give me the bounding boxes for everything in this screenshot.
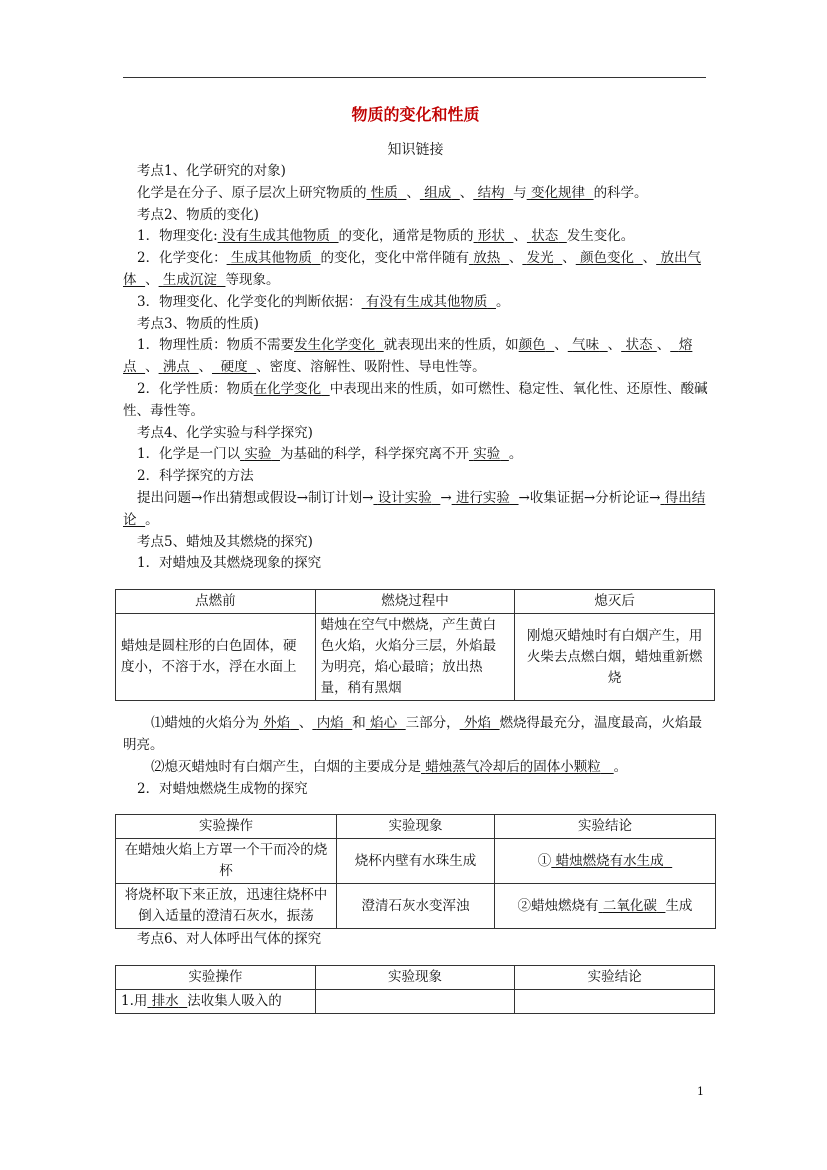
document-page: [123, 100, 708, 1014]
table-cell: 澄清石灰水变浑浊: [337, 884, 495, 929]
table-row: [116, 839, 716, 884]
k1-heading: 考点1、化学研究的对象): [137, 163, 286, 179]
table-header-row: [116, 966, 715, 990]
table-cell: 刚熄灭蜡烛时有白烟产生，用火柴去点燃白烟，蜡烛重新燃烧: [515, 614, 715, 701]
table-row: [116, 884, 716, 929]
k4-line1: 1．化学是一门以 实验 为基础的科学，科学探究离不开 实验 。: [137, 446, 523, 463]
breath-table: [115, 965, 715, 1014]
table-cell: 烧杯内壁有水珠生成: [337, 839, 495, 884]
page-title: 物质的变化和性质: [351, 105, 480, 124]
table-header-cell: 实验操作: [116, 815, 337, 839]
k4-heading: 考点4、化学实验与科学探究): [137, 424, 313, 441]
table-cell: [315, 990, 515, 1014]
table-header-cell: 实验操作: [116, 966, 316, 990]
k2-line1: 1．物理变化: 没有生成其他物质 的变化，通常是物质的 形状 、 状态 发生变化。: [137, 228, 635, 245]
section-subtitle: 知识链接: [387, 142, 444, 158]
k4-line2: 2．科学探究的方法: [137, 468, 254, 485]
table-cell: ②蜡烛燃烧有 二氧化碳 生成: [495, 884, 716, 929]
k5-line2: 2．对蜡烛燃烧生成物的探究: [137, 780, 308, 797]
table-header-row: [116, 590, 715, 614]
k5-smoke-text: ⑵熄灭蜡烛时有白烟产生，白烟的主要成分是 蜡烛蒸气冷却后的固体小颗粒 。: [151, 758, 628, 775]
table-cell: 将烧杯取下来正放，迅速往烧杯中倒入适量的澄清石灰水，振荡: [116, 884, 337, 929]
table-cell: 在蜡烛火焰上方罩一个干而冷的烧杯: [116, 839, 337, 884]
table-header-row: [116, 815, 716, 839]
table-cell: [515, 990, 715, 1014]
combustion-products-table: [115, 814, 716, 929]
table-cell: 蜡烛在空气中燃烧，产生黄白色火焰，火焰分三层，外焰最为明亮，焰心最暗；放出热量，稍有黑烟: [315, 614, 515, 701]
table-header-cell: 熄灭后: [515, 590, 715, 614]
k2-line2: 2．化学变化： 生成其他物质 的变化，变化中常伴随有 放热 、 发光 、 颜色变化 、 放出气体 、 生成沉淀 等现象。: [123, 250, 701, 288]
table-header-cell: 燃烧过程中: [315, 590, 515, 614]
table-row: [116, 614, 715, 701]
k5-flame-text: ⑴蜡烛的火焰分为 外焰 、 内焰 和 焰心 三部分， 外焰 燃烧得最充分，温度最高，火焰最明亮。: [123, 715, 703, 753]
table-cell: 蜡烛是圆柱形的白色固体，硬度小，不溶于水，浮在水面上: [116, 614, 316, 701]
table-header-cell: 实验结论: [495, 815, 716, 839]
k1-text: 化学是在分子、原子层次上研究物质的 性质 、 组成 、 结构 与 变化规律 的科学。: [137, 184, 648, 201]
header-rule: [123, 77, 706, 78]
table-cell: 1.用 排水 法收集人吸入的: [116, 990, 316, 1014]
k5-line1: 1．对蜡烛及其燃烧现象的探究: [137, 555, 322, 572]
candle-observation-table: [115, 589, 715, 701]
k6-heading: 考点6、对人体呼出气体的探究: [137, 931, 322, 948]
table-cell: ① 蜡烛燃烧有水生成: [495, 839, 716, 884]
k3-heading: 考点3、物质的性质): [137, 315, 259, 332]
k3-line2: 2．化学性质：物质在化学变化 中表现出来的性质，如可燃性、稳定性、氧化性、还原性、酸碱性、毒性等。: [123, 380, 708, 419]
page-number: 1: [697, 1085, 704, 1098]
k3-line1: 1．物理性质：物质不需要发生化学变化 就表现出来的性质，如颜色 、 气味 、 状态 、 熔点 、 沸点 、 硬度 、密度、溶解性、吸附性、导电性等。: [123, 337, 693, 376]
table-header-cell: 实验现象: [315, 966, 515, 990]
table-header-cell: 实验结论: [515, 966, 715, 990]
table-row: [116, 990, 715, 1014]
table-header-cell: 实验现象: [337, 815, 495, 839]
k5-heading: 考点5、蜡烛及其燃烧的探究): [137, 533, 313, 550]
k2-line3: 3．物理变化、化学变化的判断依据： 有没有生成其他物质 。: [137, 293, 510, 310]
k2-heading: 考点2、物质的变化): [137, 206, 259, 223]
k4-line3: 提出问题→作出猜想或假设→制订计划→ 设计实验 → 进行实验 →收集证据→分析论证→ 得出结论 。: [123, 489, 706, 528]
table-header-cell: 点燃前: [116, 590, 316, 614]
